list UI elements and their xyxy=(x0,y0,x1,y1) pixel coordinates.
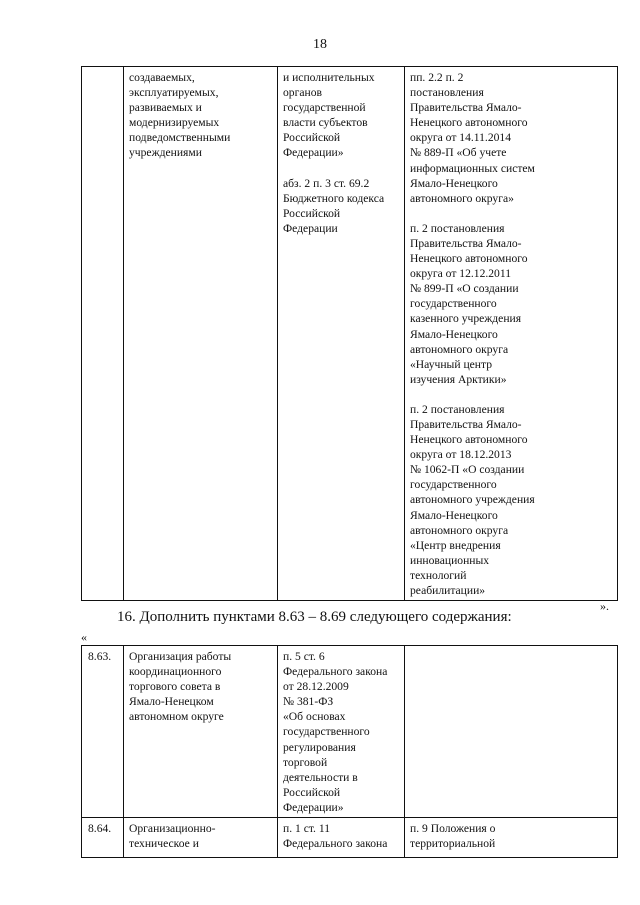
new-items-table xyxy=(81,645,618,858)
closing-quote: ». xyxy=(600,599,609,613)
basis-paragraph: абз. 2 п. 3 ст. 69.2 Бюджетного кодекса Российской Федерации xyxy=(283,176,385,235)
row-regional-act-cell: п. 9 Положения о территориальной xyxy=(405,818,618,858)
row-name-cell: Организационно- техническое и xyxy=(124,818,278,858)
row-name-text: создаваемых, эксплуатируемых, развиваемых и модернизируемых подведомственными учреждениями xyxy=(129,71,231,160)
regional-act-paragraph: п. 2 постановления Правительства Ямало- Ненецкого автономного округа от 18.12.2013 № 1062-П «О создании государственного автономного учреждения Ямало-Ненецкого автономного округа «Центр внедрения инновационных технологий реабилитации» xyxy=(410,402,535,597)
amendment-text: 16. Дополнить пунктами 8.63 – 8.69 следующего содержания: xyxy=(117,609,512,625)
regional-act-paragraph: пп. 2.2 п. 2 постановления Правительства Ямало- Ненецкого автономного округа от 14.11.2014 № 889-П «Об учете информационных систем Ямало-Ненецкого автономного округа» xyxy=(410,71,535,205)
page-number: 18 xyxy=(313,37,327,52)
continued-table xyxy=(81,66,618,601)
basis-paragraph: и исполнительных органов государственной власти субъектов Российской Федерации» xyxy=(283,71,375,160)
row-regional-acts-cell xyxy=(405,67,618,601)
table-row xyxy=(82,646,618,818)
row-basis-cell xyxy=(278,67,405,601)
table-row xyxy=(82,818,618,858)
row-name-cell: Организация работы координационного торгового совета в Ямало-Ненецком автономном округе xyxy=(124,646,278,818)
row-basis-cell: п. 1 ст. 11 Федерального закона xyxy=(278,818,405,858)
row-number-cell: 8.64. xyxy=(82,818,124,858)
row-number-cell: 8.63. xyxy=(82,646,124,818)
row-name-cell xyxy=(124,67,278,601)
row-number-cell xyxy=(82,67,124,601)
regional-act-paragraph: п. 2 постановления Правительства Ямало- Ненецкого автономного округа от 12.12.2011 № 899-П «О создании государственного казенного учреждения Ямало-Ненецкого автономного округа «Научный центр изучения Арктики» xyxy=(410,221,528,386)
table-row xyxy=(82,67,618,601)
row-regional-act-cell xyxy=(405,646,618,818)
opening-quote: « xyxy=(81,630,87,644)
row-basis-cell: п. 5 ст. 6 Федерального закона от 28.12.2009 № 381-ФЗ «Об основах государственного регулирования торговой деятельности в Российской Федерации» xyxy=(278,646,405,818)
